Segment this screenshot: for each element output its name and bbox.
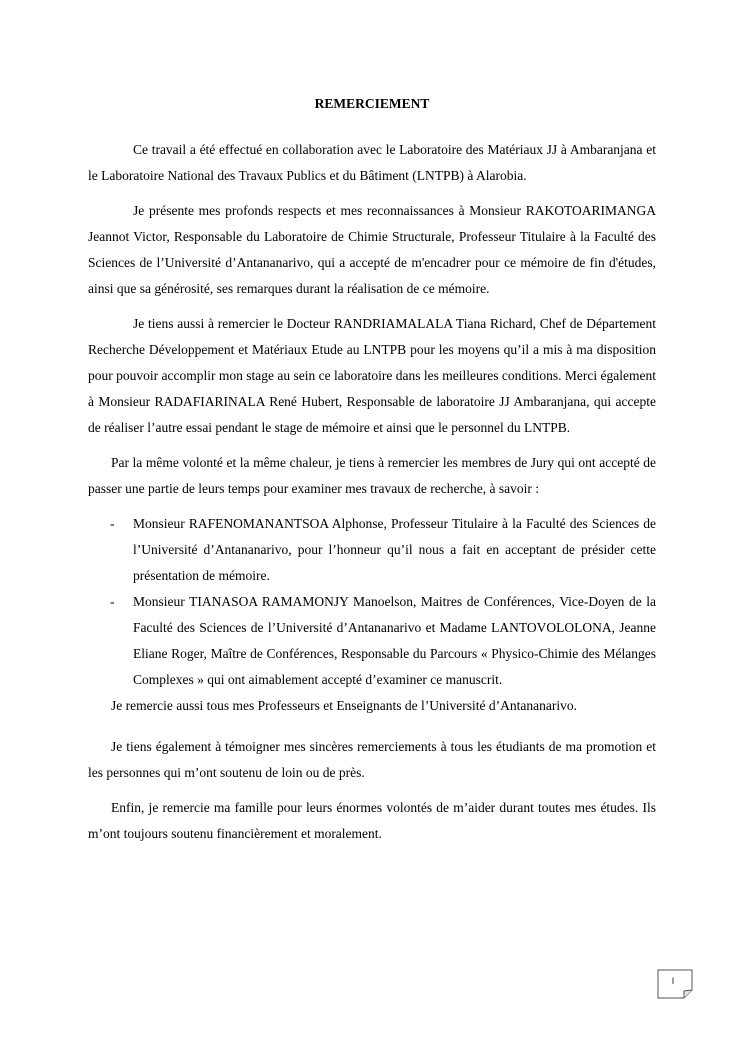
list-bullet: -: [110, 516, 115, 531]
list-item: [88, 589, 656, 693]
list-item-text: Monsieur RAFENOMANANTSOA Alphonse, Professeur Titulaire à la Faculté des Sciences de l’Université d’Antananarivo, pour l’honneur qu’il nous a fait en acceptant de présider cette présentation de mémoire.: [133, 516, 656, 583]
paragraph-lntpb: Je tiens aussi à remercier le Docteur RANDRIAMALALA Tiana Richard, Chef de Département Recherche Développement et Matériaux Etude au LNTPB pour les moyens qu’il a mis à ma disposition pour pouvoir accomplir mon stage au sein ce laboratoire dans les meilleures conditions. Merci également à Monsieur RADAFIARINALA René Hubert, Responsable de laboratoire JJ Ambaranjana, qui accepte de réaliser l’autre essai pendant le stage de mémoire et ainsi que le personnel du LNTPB.: [88, 316, 656, 435]
list-item-text: Monsieur TIANASOA RAMAMONJY Manoelson, Maitres de Conférences, Vice-Doyen de la Faculté des Sciences de l’Université d’Antananarivo et Madame LANTOVOLOLONA, Jeanne Eliane Roger, Maître de Conférences, Responsable du Parcours « Physico-Chimie des Mélanges Complexes » qui ont aimablement accepté d’examiner ce manuscrit.: [133, 594, 656, 687]
list-item: [88, 511, 656, 589]
document-body: [88, 137, 656, 847]
paragraph-professors: Je remercie aussi tous mes Professeurs et Enseignants de l’Université d’Antananarivo.: [111, 698, 577, 713]
paragraph-family: Enfin, je remercie ma famille pour leurs énormes volontés de m’aider durant toutes mes études. Ils m’ont toujours soutenu financièrement et moralement.: [88, 800, 656, 841]
paragraph-students: Je tiens également à témoigner mes sincères remerciements à tous les étudiants de ma promotion et les personnes qui m’ont soutenu de loin ou de près.: [88, 739, 656, 780]
page-number: I: [671, 976, 675, 986]
paragraph-jury-intro: Par la même volonté et la même chaleur, je tiens à remercier les membres de Jury qui ont accepté de passer une partie de leurs temps pour examiner mes travaux de recherche, à savoir :: [88, 455, 656, 496]
page-number-box: [657, 969, 689, 997]
page-title: REMERCIEMENT: [314, 96, 430, 111]
jury-list: [88, 511, 656, 693]
list-bullet: -: [110, 594, 115, 609]
paragraph-collaboration: Ce travail a été effectué en collaboration avec le Laboratoire des Matériaux JJ à Ambaranjana et le Laboratoire National des Travaux Publics et du Bâtiment (LNTPB) à Alarobia.: [88, 142, 656, 183]
paragraph-supervisor: Je présente mes profonds respects et mes reconnaissances à Monsieur RAKOTOARIMANGA Jeannot Victor, Responsable du Laboratoire de Chimie Structurale, Professeur Titulaire à la Faculté des Sciences de l’Université d’Antananarivo, qui a accepté de m'encadrer pour ce mémoire de fin d'études, ainsi que sa générosité, ses remarques durant la réalisation de ce mémoire.: [88, 203, 656, 296]
